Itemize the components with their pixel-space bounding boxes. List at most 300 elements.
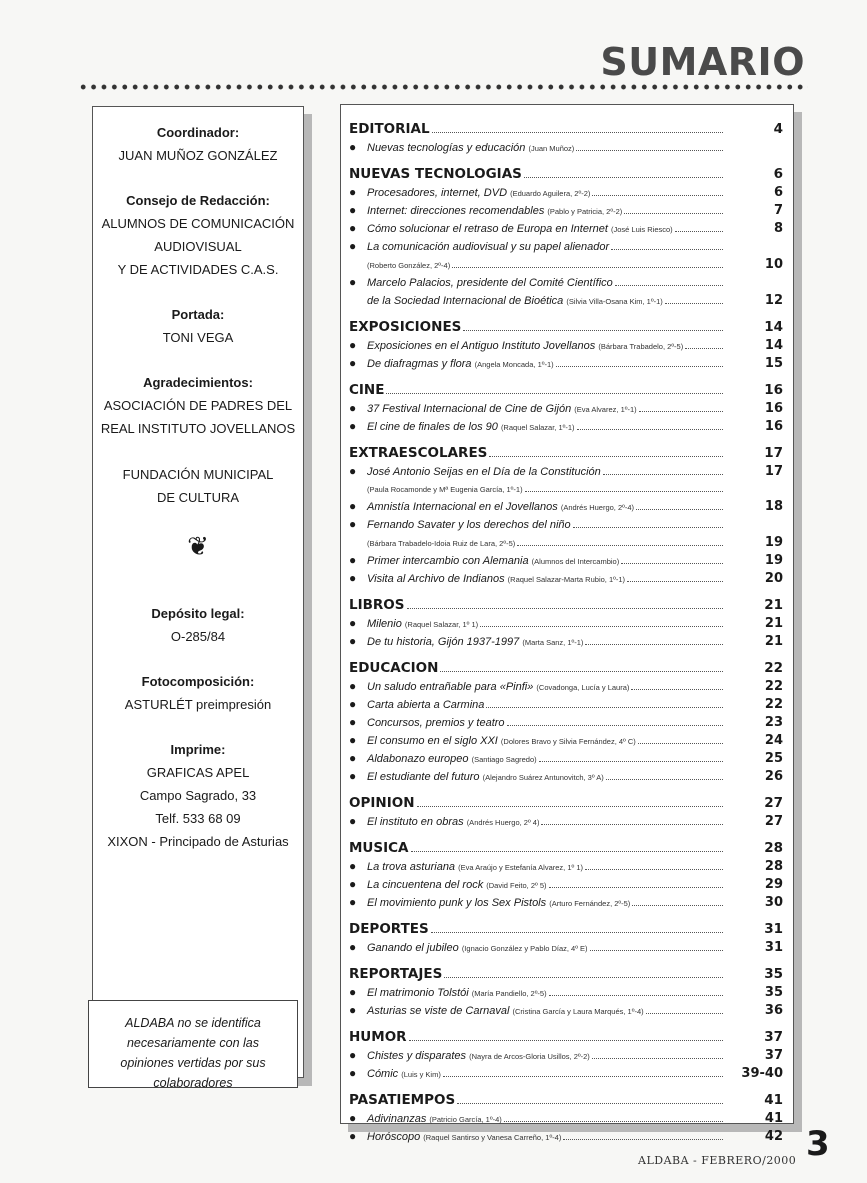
dot-leader — [486, 707, 723, 708]
dot-leader — [525, 491, 723, 492]
section-page: 41 — [764, 1092, 783, 1108]
bullet-icon: ● — [349, 275, 357, 289]
entry-text — [367, 634, 583, 651]
entry-text — [367, 1003, 644, 1020]
entry-author: (Marta Sanz, 1º-1) — [522, 638, 584, 647]
dot-leader — [631, 689, 723, 690]
dot-leader — [432, 132, 723, 133]
credit-value: Telf. 533 68 09 — [155, 811, 241, 826]
dot-leader — [407, 608, 723, 609]
entry-page: 12 — [764, 293, 783, 308]
toc-entry — [349, 516, 783, 534]
entry-title: Amnistía Internacional en el Jovellanos — [367, 501, 558, 513]
entry-text — [367, 464, 601, 481]
section-page: 22 — [764, 660, 783, 676]
toc-section — [349, 164, 783, 310]
credits-list-2 — [93, 602, 303, 853]
toc-entry-continued — [349, 481, 783, 498]
section-title: NUEVAS TECNOLOGIAS — [349, 166, 522, 182]
dot-leader — [556, 366, 723, 367]
bullet-icon: ● — [349, 751, 357, 765]
entry-title: El consumo en el siglo XXI — [367, 735, 498, 747]
toc-entry — [349, 633, 783, 651]
entry-title: De tu historia, Gijón 1937-1997 — [367, 636, 520, 648]
bullet-icon: ● — [349, 338, 357, 352]
entry-text — [367, 1129, 561, 1146]
toc-entry — [349, 202, 783, 220]
dot-leader — [417, 806, 724, 807]
toc-section — [349, 1090, 783, 1146]
section-page: 35 — [764, 966, 783, 982]
entry-page: 17 — [764, 464, 783, 479]
entry-text — [367, 1066, 441, 1083]
section-title: EXPOSICIONES — [349, 319, 462, 335]
entry-title: La cincuentena del rock — [367, 879, 484, 891]
bullet-icon: ● — [349, 769, 357, 783]
bullet-icon: ● — [349, 1003, 357, 1017]
toc-entry — [349, 939, 783, 957]
section-page: 6 — [773, 166, 783, 182]
entry-author: (Silvia Villa-Osana Kim, 1º-1) — [566, 297, 663, 306]
toc-section — [349, 317, 783, 373]
entry-text — [367, 553, 619, 570]
bullet-icon: ● — [349, 940, 357, 954]
entry-text — [367, 356, 554, 373]
section-page: 17 — [764, 445, 783, 461]
entry-author: (Arturo Fernández, 2º-5) — [549, 899, 631, 908]
dot-leader — [504, 1121, 723, 1122]
dot-leader — [409, 1040, 723, 1041]
credit-value: ASOCIACIÓN DE PADRES DEL — [103, 398, 293, 413]
section-page: 28 — [764, 840, 783, 856]
toc-entry — [349, 418, 783, 436]
credit-value: FUNDACIÓN MUNICIPAL — [122, 467, 274, 482]
bullet-icon: ● — [349, 140, 357, 154]
entry-author: (Juan Muñoz) — [528, 144, 575, 153]
entry-page: 22 — [764, 697, 783, 712]
toc-entry — [349, 1128, 783, 1146]
entry-text — [367, 616, 478, 633]
entry-text — [367, 877, 547, 894]
entry-page: 28 — [764, 859, 783, 874]
credit-value: O-285/84 — [170, 629, 226, 644]
bullet-icon: ● — [349, 517, 357, 531]
bullet-icon: ● — [349, 859, 357, 873]
entry-page: 42 — [764, 1129, 783, 1144]
toc-section — [349, 595, 783, 651]
section-heading — [349, 317, 783, 337]
entry-author: (María Pandiello, 2º-5) — [471, 989, 547, 998]
dot-leader — [386, 393, 723, 394]
entry-author: (Eva Araújo y Estefanía Alvarez, 1º 1) — [458, 863, 584, 872]
credit-value: Y DE ACTIVIDADES C.A.S. — [117, 262, 279, 277]
toc-entry — [349, 876, 783, 894]
credit-label: Coordinador: — [156, 125, 240, 140]
dot-leader — [577, 429, 723, 430]
entry-page: 31 — [764, 940, 783, 955]
toc-entry — [349, 355, 783, 373]
credit-group — [93, 670, 303, 716]
entry-page: 30 — [764, 895, 783, 910]
entry-author: (David Feito, 2º 5) — [486, 881, 547, 890]
toc-entry — [349, 1110, 783, 1128]
entry-author: (Andrés Huergo, 2º 4) — [466, 818, 540, 827]
dot-leader — [440, 671, 723, 672]
credit-value: ASTURLÉT preimpresión — [124, 697, 272, 712]
entry-page: 26 — [764, 769, 783, 784]
entry-title: La comunicación audiovisual y su papel alienador — [367, 241, 610, 253]
section-title: HUMOR — [349, 1029, 407, 1045]
toc-entry — [349, 463, 783, 481]
entry-text — [367, 985, 547, 1002]
credit-group — [93, 602, 303, 648]
entry-author: (Raquel Santirso y Vanesa Carreño, 1º-4) — [423, 1133, 562, 1142]
entry-title: Fernando Savater y los derechos del niño — [367, 519, 571, 531]
bullet-icon: ● — [349, 571, 357, 585]
bullet-icon: ● — [349, 1111, 357, 1125]
entry-author: (Raquel Salazar-Marta Rubio, 1º-1) — [507, 575, 626, 584]
dot-leader — [431, 932, 723, 933]
dot-leader — [639, 411, 723, 412]
page-title: SUMARIO — [600, 40, 805, 84]
entry-text — [367, 517, 571, 534]
section-title: REPORTAJES — [349, 966, 443, 982]
toc-entry — [349, 139, 783, 157]
entry-author: (Luis y Kim) — [401, 1070, 441, 1079]
section-heading — [349, 964, 783, 984]
entry-text — [367, 859, 583, 876]
dot-leader — [685, 348, 723, 349]
footer-issue: ALDABA - FEBRERO/2000 — [638, 1154, 797, 1167]
bullet-icon: ● — [349, 553, 357, 567]
toc-entry — [349, 1002, 783, 1020]
entry-text-continued — [367, 257, 450, 274]
fleuron-ornament-icon: ❦ — [187, 531, 209, 561]
toc-entry — [349, 750, 783, 768]
entry-title: Chistes y disparates — [367, 1050, 467, 1062]
dot-leader — [592, 1058, 723, 1059]
bullet-icon: ● — [349, 715, 357, 729]
entry-text — [367, 679, 629, 696]
entry-text — [367, 715, 505, 732]
section-title: OPINION — [349, 795, 415, 811]
toc-entry — [349, 400, 783, 418]
entry-author: (Pablo y Patricia, 2º-2) — [547, 207, 623, 216]
section-title: MUSICA — [349, 840, 409, 856]
toc-entry — [349, 220, 783, 238]
toc-section — [349, 919, 783, 957]
entry-title: El cine de finales de los 90 — [367, 421, 498, 433]
bullet-icon: ● — [349, 679, 357, 693]
section-page: 4 — [773, 121, 783, 137]
bullet-icon: ● — [349, 985, 357, 999]
section-heading — [349, 658, 783, 678]
dot-leader — [576, 150, 723, 151]
credits-panel — [92, 106, 304, 1078]
credit-value — [93, 440, 303, 463]
entry-author: (Nayra de Arcos-Gloria Usillos, 2º-2) — [469, 1052, 590, 1061]
credit-label: Agradecimientos: — [143, 375, 253, 390]
entry-author: (Eva Alvarez, 1º-1) — [574, 405, 637, 414]
entry-page: 24 — [764, 733, 783, 748]
entry-author: (Paula Rocamonde y Mª Eugenia García, 1º-1) — [367, 485, 523, 494]
entry-title: Carta abierta a Carmina — [367, 699, 485, 711]
bullet-icon: ● — [349, 419, 357, 433]
section-title: PASATIEMPOS — [349, 1092, 456, 1108]
entry-title: Exposiciones en el Antiguo Instituto Jovellanos — [367, 340, 596, 352]
credit-group — [93, 738, 303, 853]
dot-leader — [585, 869, 723, 870]
dot-leader — [624, 213, 723, 214]
entry-author: (Patricio García, 1º-4) — [429, 1115, 502, 1124]
entry-author: (Eduardo Aguilera, 2º-2) — [510, 189, 591, 198]
disclaimer-box — [88, 1000, 298, 1088]
dot-leader — [638, 743, 723, 744]
entry-page: 23 — [764, 715, 783, 730]
entry-title: Cómo solucionar el retraso de Europa en Internet — [367, 223, 608, 235]
section-title: EDITORIAL — [349, 121, 430, 137]
toc-entry — [349, 813, 783, 831]
entry-title: Nuevas tecnologías y educación — [367, 142, 526, 154]
bullet-icon: ● — [349, 356, 357, 370]
toc-entry — [349, 678, 783, 696]
credit-value: REAL INSTITUTO JOVELLANOS — [100, 421, 296, 436]
bullet-icon: ● — [349, 464, 357, 478]
credit-value: TONI VEGA — [162, 330, 234, 345]
dot-leader — [627, 581, 723, 582]
section-heading — [349, 1090, 783, 1110]
entry-text — [367, 419, 575, 436]
section-page: 27 — [764, 795, 783, 811]
entry-title: Internet: direcciones recomendables — [367, 205, 545, 217]
entry-page: 35 — [764, 985, 783, 1000]
bullet-icon: ● — [349, 1129, 357, 1143]
entry-title: Horóscopo — [367, 1131, 421, 1143]
toc-entry — [349, 498, 783, 516]
entry-author: (Santiago Sagredo) — [471, 755, 537, 764]
section-page: 31 — [764, 921, 783, 937]
credit-group — [93, 121, 303, 167]
entry-author: (Bárbara Trabadelo, 2º-5) — [598, 342, 684, 351]
entry-page: 19 — [764, 553, 783, 568]
dot-leader — [549, 887, 723, 888]
entry-author: (Dolores Bravo y Silvia Fernández, 4º C) — [500, 737, 636, 746]
credit-value: Campo Sagrado, 33 — [139, 788, 257, 803]
table-of-contents — [340, 104, 794, 1144]
credit-label: Imprime: — [170, 742, 226, 757]
entry-author: (Angela Moncada, 1º-1) — [474, 360, 554, 369]
entry-title: Asturias se viste de Carnaval — [367, 1005, 510, 1017]
section-page: 14 — [764, 319, 783, 335]
entry-text — [367, 1048, 590, 1065]
entry-text — [367, 751, 537, 768]
toc-section — [349, 964, 783, 1020]
dot-leader — [615, 285, 723, 286]
toc-section — [349, 119, 783, 157]
bullet-icon: ● — [349, 185, 357, 199]
dot-leader — [463, 330, 723, 331]
entry-page: 27 — [764, 814, 783, 829]
entry-page: 10 — [764, 257, 783, 272]
dot-leader — [452, 267, 723, 268]
entry-author: (Bárbara Trabadelo-Idoia Ruiz de Lara, 2º-5) — [367, 539, 516, 548]
entry-page: 16 — [764, 419, 783, 434]
section-heading — [349, 595, 783, 615]
entry-author: (Andrés Huergo, 2º-4) — [560, 503, 635, 512]
credit-value: DE CULTURA — [156, 490, 240, 505]
entry-text — [367, 338, 683, 355]
dot-leader — [606, 779, 723, 780]
entry-author: (Ignacio González y Pablo Díaz, 4º E) — [461, 944, 588, 953]
toc-entry — [349, 714, 783, 732]
entry-page: 20 — [764, 571, 783, 586]
dot-leader — [632, 905, 723, 906]
page-number: 3 — [806, 1124, 830, 1164]
entry-text — [367, 571, 625, 588]
credit-value: AUDIOVISUAL — [154, 239, 242, 254]
entry-text — [367, 221, 673, 238]
entry-text — [367, 499, 634, 516]
bullet-icon: ● — [349, 733, 357, 747]
entry-text — [367, 140, 574, 157]
entry-title: Un saludo entrañable para «Pinfi» — [367, 681, 534, 693]
entry-page: 25 — [764, 751, 783, 766]
toc-section — [349, 1027, 783, 1083]
toc-entry-continued — [349, 534, 783, 552]
entry-author: (Cristina García y Laura Marqués, 1º-4) — [512, 1007, 644, 1016]
entry-title: 37 Festival Internacional de Cine de Gijón — [367, 403, 572, 415]
entry-page: 21 — [764, 616, 783, 631]
entry-page: 15 — [764, 356, 783, 371]
entry-page: 29 — [764, 877, 783, 892]
bullet-icon: ● — [349, 221, 357, 235]
toc-entry — [349, 1047, 783, 1065]
dot-leader — [549, 995, 723, 996]
toc-entry — [349, 238, 783, 256]
entry-author: (Alejandro Suárez Antunovitch, 3º A) — [482, 773, 604, 782]
section-heading — [349, 1027, 783, 1047]
dot-leader — [411, 851, 724, 852]
toc-entry — [349, 732, 783, 750]
entry-page: 36 — [764, 1003, 783, 1018]
section-page: 16 — [764, 382, 783, 398]
toc-entry — [349, 615, 783, 633]
entry-text — [367, 1111, 502, 1128]
entry-text — [367, 275, 613, 292]
entry-text — [367, 814, 539, 831]
entry-text — [367, 940, 588, 957]
entry-text — [367, 733, 636, 750]
entry-title: Adivinanzas — [367, 1113, 427, 1125]
entry-text — [367, 697, 484, 714]
entry-page: 18 — [764, 499, 783, 514]
section-heading — [349, 443, 783, 463]
entry-page: 37 — [764, 1048, 783, 1063]
dot-leader — [541, 824, 723, 825]
credit-value: GRAFICAS APEL — [146, 765, 250, 780]
dot-leader — [621, 563, 723, 564]
entry-title: Procesadores, internet, DVD — [367, 187, 508, 199]
toc-entry — [349, 1065, 783, 1083]
bullet-icon: ● — [349, 697, 357, 711]
toc-entry — [349, 984, 783, 1002]
entry-text — [367, 203, 622, 220]
section-title: LIBROS — [349, 597, 405, 613]
credit-label: Depósito legal: — [151, 606, 245, 621]
bullet-icon: ● — [349, 401, 357, 415]
bullet-icon: ● — [349, 895, 357, 909]
toc-section — [349, 793, 783, 831]
credit-value: ALUMNOS DE COMUNICACIÓN — [101, 216, 295, 231]
credit-group — [93, 371, 303, 509]
entry-author: (Covadonga, Lucía y Laura) — [536, 683, 630, 692]
dot-leader — [675, 231, 723, 232]
credit-group — [93, 189, 303, 281]
dot-leader — [507, 725, 723, 726]
dotted-rule — [78, 84, 808, 90]
section-title: DEPORTES — [349, 921, 429, 937]
bullet-icon: ● — [349, 499, 357, 513]
section-page: 37 — [764, 1029, 783, 1045]
disclaimer-line: necesariamente con las — [126, 1036, 260, 1050]
entry-title: El movimiento punk y los Sex Pistols — [367, 897, 547, 909]
toc-entry — [349, 274, 783, 292]
credit-group — [93, 303, 303, 349]
entry-text — [367, 185, 590, 202]
toc-entry-continued — [349, 292, 783, 310]
dot-leader — [646, 1013, 723, 1014]
entry-page: 41 — [764, 1111, 783, 1126]
credits-list — [93, 121, 303, 509]
entry-title: Primer intercambio con Alemania — [367, 555, 529, 567]
entry-page: 22 — [764, 679, 783, 694]
dot-leader — [603, 474, 723, 475]
dot-leader — [636, 509, 723, 510]
entry-title: El matrimonio Tolstói — [367, 987, 469, 999]
bullet-icon: ● — [349, 1066, 357, 1080]
section-heading — [349, 793, 783, 813]
entry-title: La trova asturiana — [367, 861, 456, 873]
credit-label: Consejo de Redacción: — [126, 193, 270, 208]
toc-entry-continued — [349, 256, 783, 274]
toc-entry — [349, 768, 783, 786]
dot-leader — [480, 626, 723, 627]
dot-leader — [444, 977, 723, 978]
toc-entry — [349, 570, 783, 588]
entry-page: 7 — [773, 203, 783, 218]
credit-value: XIXON - Principado de Asturias — [107, 834, 289, 849]
entry-title: Visita al Archivo de Indianos — [367, 573, 505, 585]
entry-page: 14 — [764, 338, 783, 353]
section-title: CINE — [349, 382, 385, 398]
entry-title: José Antonio Seijas en el Día de la Constitución — [367, 466, 601, 478]
section-heading — [349, 119, 783, 139]
bullet-icon: ● — [349, 616, 357, 630]
dot-leader — [590, 950, 723, 951]
section-heading — [349, 919, 783, 939]
toc-entry — [349, 894, 783, 912]
dot-leader — [563, 1139, 723, 1140]
dot-leader — [457, 1103, 723, 1104]
entry-page: 39-40 — [741, 1066, 783, 1081]
entry-page: 16 — [764, 401, 783, 416]
disclaimer-line: ALDABA no se identifica — [125, 1016, 261, 1030]
credit-label: Fotocomposición: — [141, 674, 255, 689]
entry-text-continued — [367, 535, 515, 552]
disclaimer-line: opiniones vertidas por sus — [120, 1056, 266, 1070]
entry-text-continued — [367, 293, 663, 310]
entry-title: El instituto en obras — [367, 816, 464, 828]
